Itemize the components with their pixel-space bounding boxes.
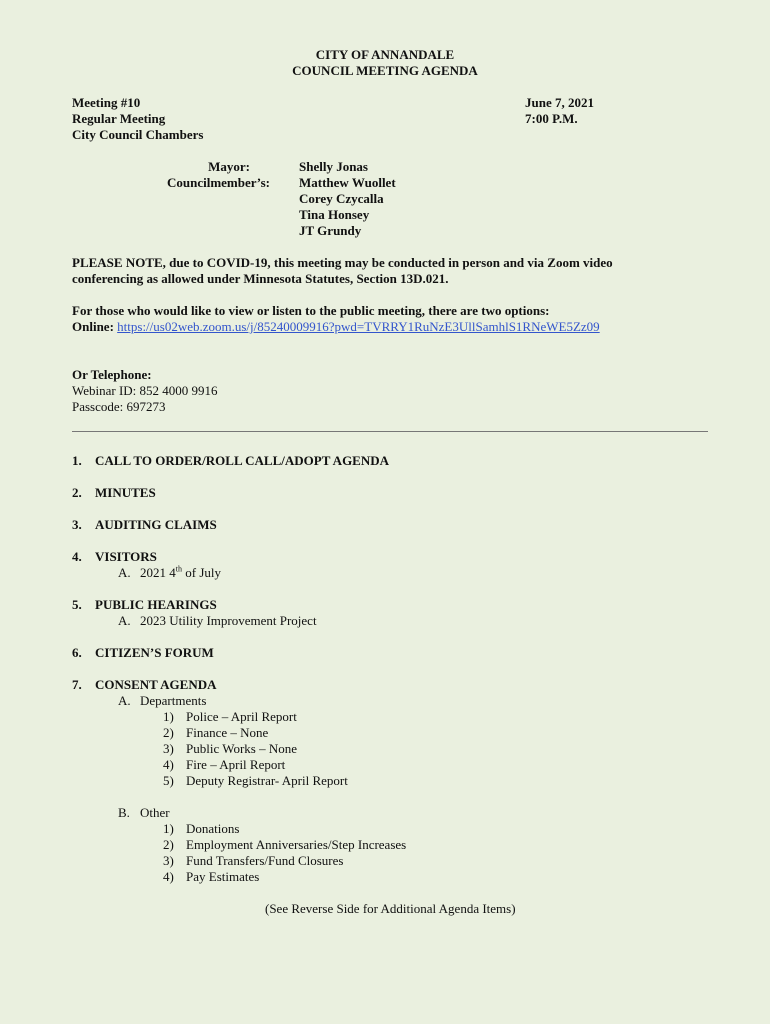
divider xyxy=(72,431,708,432)
agenda-item-number: 7. xyxy=(72,677,82,692)
covid-notice-line1: PLEASE NOTE, due to COVID-19, this meeting may be conducted in person and via Zoom video xyxy=(72,255,613,270)
sub-item-letter: B. xyxy=(118,805,130,820)
list-number: 1) xyxy=(163,709,174,724)
list-number: 3) xyxy=(163,853,174,868)
covid-notice-line2: conferencing as allowed under Minnesota Statutes, Section 13D.021. xyxy=(72,271,449,286)
list-item: Fire – April Report xyxy=(186,757,286,772)
list-number: 4) xyxy=(163,757,174,772)
sub-item-text: 2023 Utility Improvement Project xyxy=(140,613,317,628)
mayor-name: Shelly Jonas xyxy=(299,159,368,174)
online-label: Online: xyxy=(72,319,118,334)
list-number: 4) xyxy=(163,869,174,884)
list-item: Public Works – None xyxy=(186,741,298,756)
list-item: Pay Estimates xyxy=(186,869,260,884)
agenda-item-number: 2. xyxy=(72,485,82,500)
webinar-id: Webinar ID: 852 4000 9916 xyxy=(72,383,218,398)
sub-item-letter: A. xyxy=(118,613,131,628)
meeting-time: 7:00 P.M. xyxy=(525,111,578,126)
councilmember-label: Councilmember’s: xyxy=(166,175,270,190)
list-item: Employment Anniversaries/Step Increases xyxy=(186,837,407,852)
telephone-label: Or Telephone: xyxy=(72,367,152,382)
mayor-label: Mayor: xyxy=(208,159,250,174)
list-number: 2) xyxy=(163,725,174,740)
sub-item-letter: A. xyxy=(118,693,131,708)
list-number: 2) xyxy=(163,837,174,852)
passcode: Passcode: 697273 xyxy=(72,399,166,414)
agenda-item-number: 4. xyxy=(72,549,82,564)
list-number: 5) xyxy=(163,773,174,788)
agenda-item-title: VISITORS xyxy=(95,549,157,564)
list-item: Finance – None xyxy=(186,725,269,740)
list-number: 3) xyxy=(163,741,174,756)
reverse-side-note: (See Reverse Side for Additional Agenda Items) xyxy=(265,901,516,916)
councilmember-name: JT Grundy xyxy=(299,223,362,238)
agenda-item-number: 5. xyxy=(72,597,82,612)
agenda-item-number: 1. xyxy=(72,453,82,468)
agenda-item-number: 3. xyxy=(72,517,82,532)
list-item: Police – April Report xyxy=(186,709,297,724)
options-line: For those who would like to view or listen to the public meeting, there are two options: xyxy=(72,303,550,318)
meeting-number: Meeting #10 xyxy=(72,95,141,110)
list-item: Donations xyxy=(186,821,240,836)
city-name: CITY OF ANNANDALE xyxy=(315,47,455,62)
councilmember-name: Tina Honsey xyxy=(299,207,370,222)
agenda-item-title: AUDITING CLAIMS xyxy=(95,517,217,532)
online-line xyxy=(72,319,600,335)
agenda-item-title: CALL TO ORDER/ROLL CALL/ADOPT AGENDA xyxy=(95,453,390,468)
list-number: 1) xyxy=(163,821,174,836)
agenda-item-number: 6. xyxy=(72,645,82,660)
agenda-title: COUNCIL MEETING AGENDA xyxy=(292,63,478,78)
councilmember-name: Corey Czycalla xyxy=(299,191,384,206)
agenda-item-title: PUBLIC HEARINGS xyxy=(95,597,217,612)
sub-item-text: Departments xyxy=(140,693,207,708)
sub-item-letter: A. xyxy=(118,565,131,580)
agenda-item-title: CONSENT AGENDA xyxy=(95,677,217,692)
sub-item-text: Other xyxy=(140,805,170,820)
meeting-location: City Council Chambers xyxy=(72,127,204,142)
meeting-type: Regular Meeting xyxy=(72,111,166,126)
agenda-item-title: CITIZEN’S FORUM xyxy=(95,645,214,660)
sub-item-text: 2021 4th of July xyxy=(140,564,221,580)
councilmember-name: Matthew Wuollet xyxy=(299,175,396,190)
zoom-link[interactable]: https://us02web.zoom.us/j/85240009916?pwd=TVRRY1RuNzE3UllSamhlS1RNeWE5Zz09 xyxy=(117,319,600,334)
list-item: Deputy Registrar- April Report xyxy=(186,773,348,788)
meeting-date: June 7, 2021 xyxy=(525,95,594,110)
list-item: Fund Transfers/Fund Closures xyxy=(186,853,344,868)
agenda-item-title: MINUTES xyxy=(95,485,156,500)
